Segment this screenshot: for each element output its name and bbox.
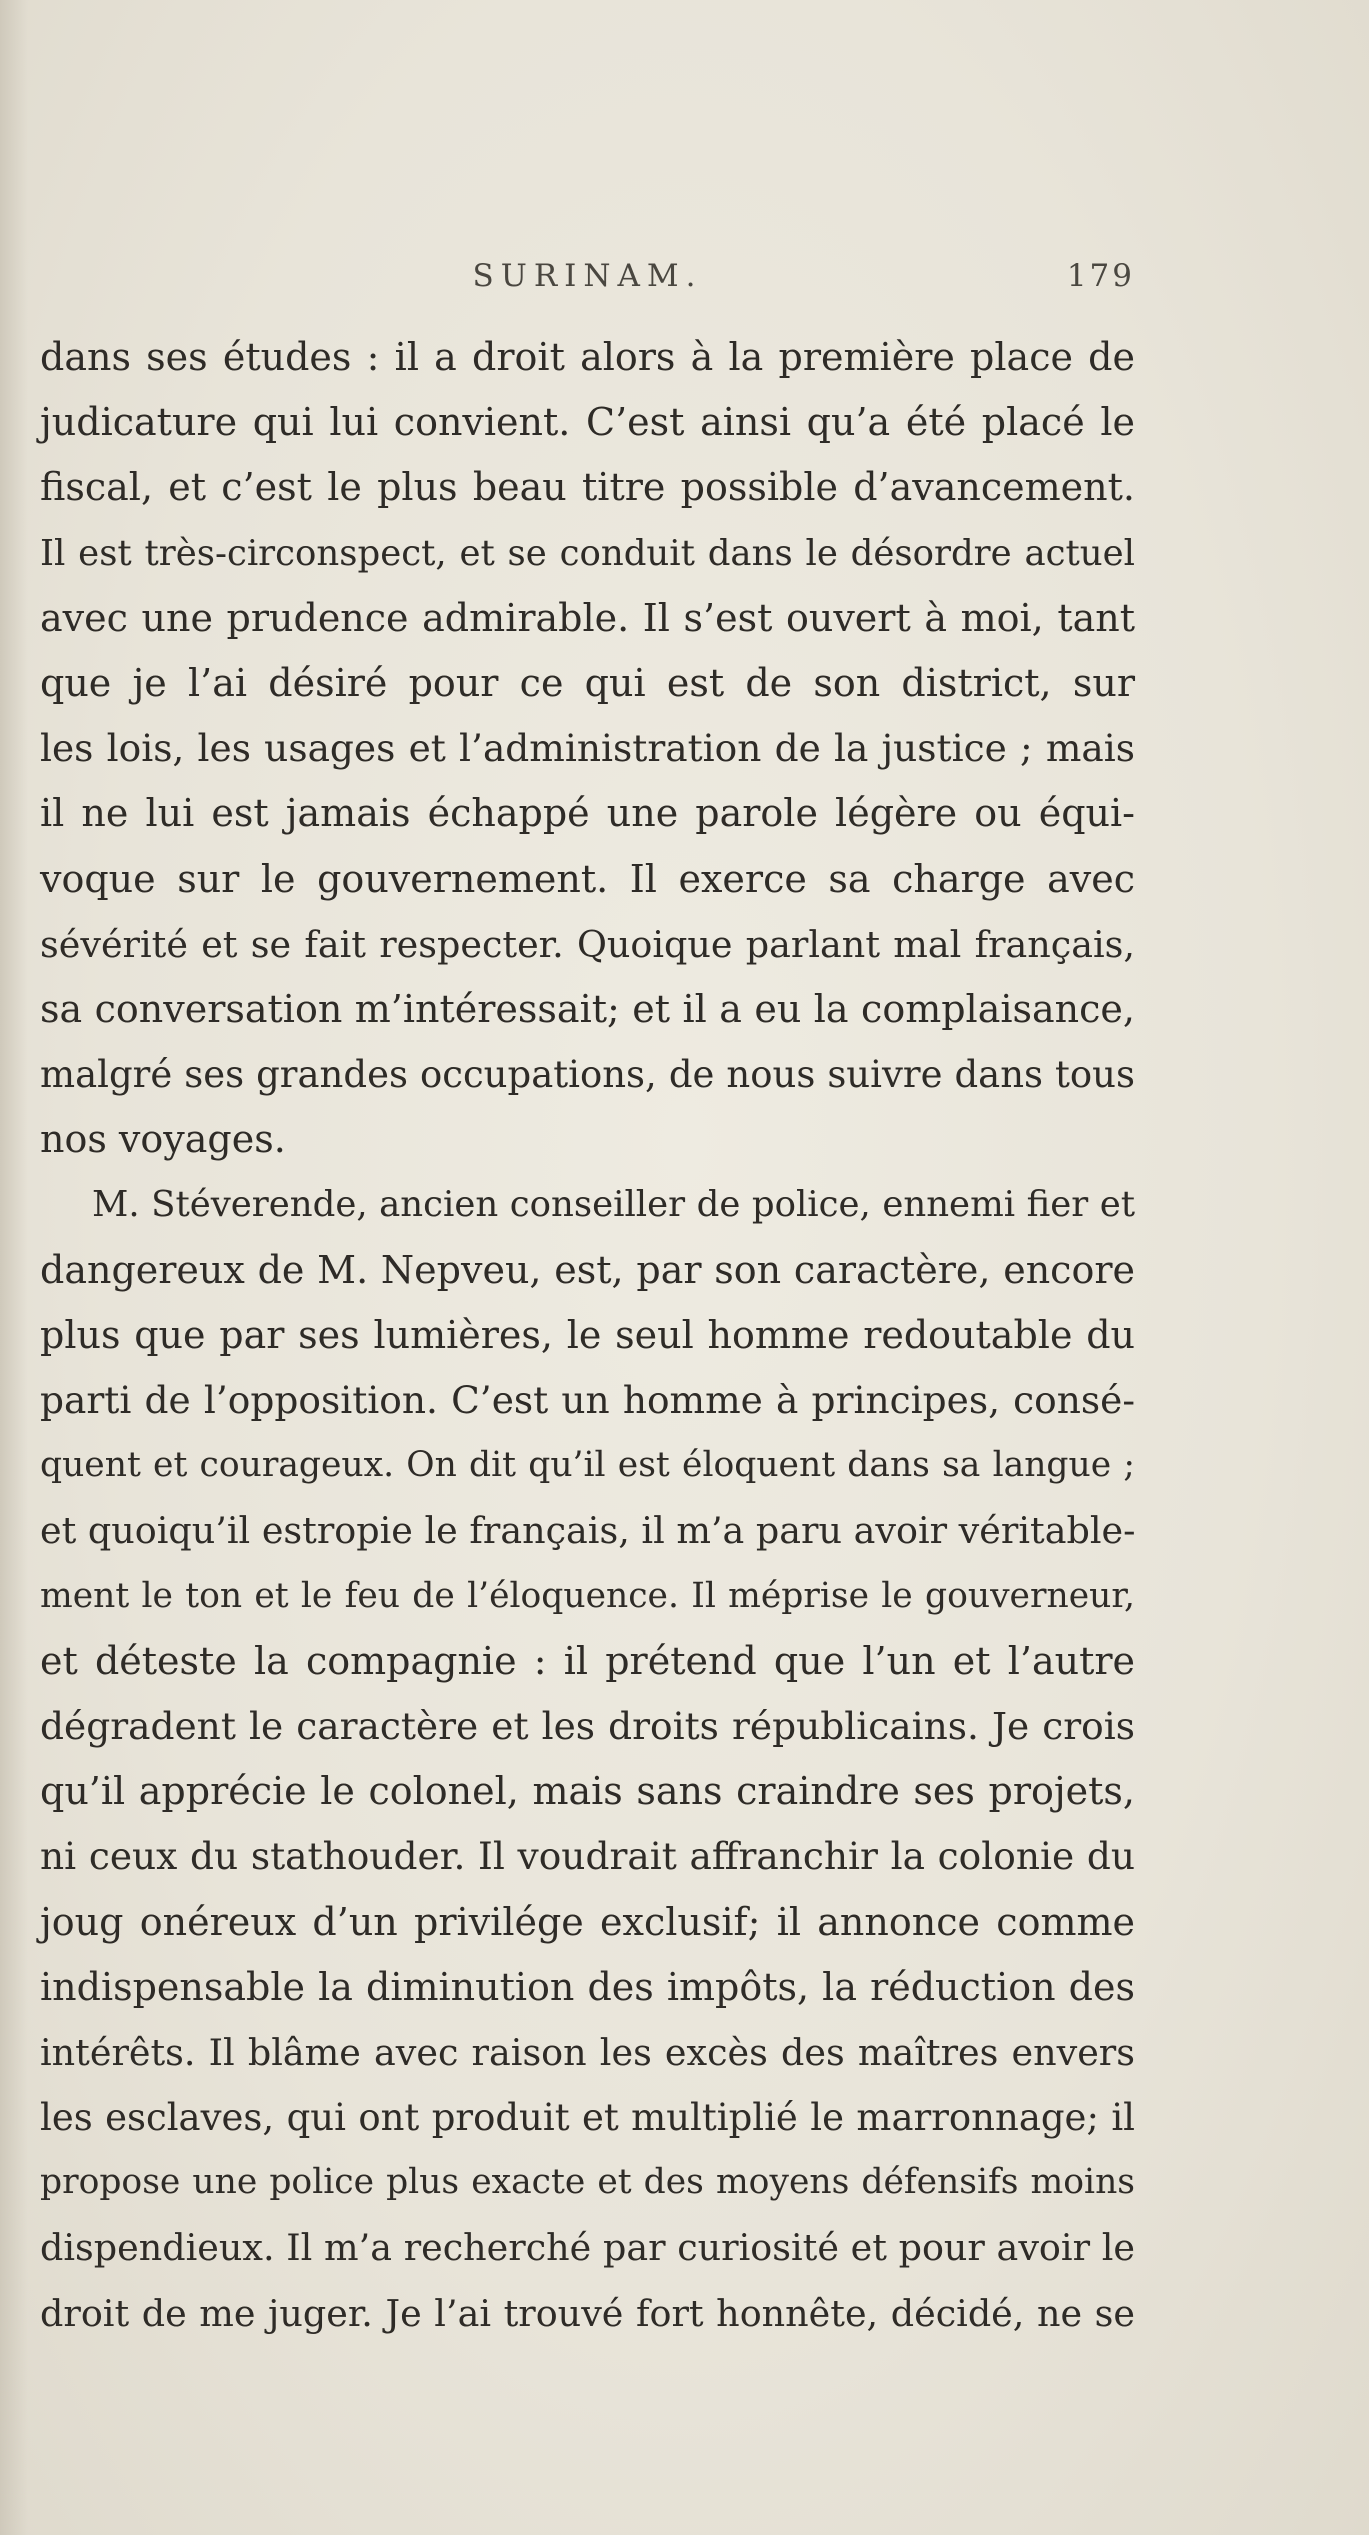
text-line: droit de me juger. Je l’ai trouvé fort honnête, décidé, ne se xyxy=(40,2291,1135,2335)
text-line: ni ceux du stathouder. Il voudrait affranchir la colonie du xyxy=(40,1834,1135,1879)
text-line: nos voyages. xyxy=(40,1117,286,1162)
body-text xyxy=(40,325,1135,2346)
text-line: M. Stéverende, ancien conseiller de police, ennemi fier et xyxy=(92,1184,1135,1226)
text-line: qu’il apprécie le colonel, mais sans craindre ses projets, xyxy=(40,1769,1135,1814)
page-header xyxy=(40,258,1135,308)
text-line: sévérité et se fait respecter. Quoique parlant mal français, xyxy=(40,922,1135,966)
text-line: dans ses études : il a droit alors à la première place de xyxy=(40,335,1135,379)
text-line: ment le ton et le feu de l’éloquence. Il méprise le gouverneur, xyxy=(40,1575,1135,1616)
text-line: fiscal, et c’est le plus beau titre possible d’avancement. xyxy=(40,465,1135,510)
text-line: intérêts. Il blâme avec raison les excès des maîtres envers xyxy=(40,2030,1135,2074)
running-title: SURINAM. xyxy=(472,258,703,294)
text-line: propose une police plus exacte et des moyens défensifs moins xyxy=(40,2162,1135,2203)
text-line: et déteste la compagnie : il prétend que l’un et l’autre xyxy=(40,1638,1135,1683)
text-line: les esclaves, qui ont produit et multiplié le marronnage; il xyxy=(40,2096,1135,2140)
text-line: sa conversation m’intéressait; et il a eu la complaisance, xyxy=(40,986,1135,1031)
text-line: que je l’ai désiré pour ce qui est de son district, sur xyxy=(40,660,1135,705)
text-line: indispensable la diminution des impôts, la réduction des xyxy=(40,1964,1135,2009)
text-line: avec une prudence admirable. Il s’est ouvert à moi, tant xyxy=(40,595,1135,640)
text-line: dangereux de M. Nepveu, est, par son caractère, encore xyxy=(40,1247,1135,1292)
text-line: voque sur le gouvernement. Il exerce sa charge avec xyxy=(40,856,1135,901)
text-line: parti de l’opposition. C’est un homme à principes, consé- xyxy=(40,1378,1135,1422)
text-line: il ne lui est jamais échappé une parole légère ou équi- xyxy=(40,791,1135,836)
text-line: et quoiqu’il estropie le français, il m’a paru avoir véritable- xyxy=(40,1509,1136,1553)
text-line: dégradent le caractère et les droits républicains. Je crois xyxy=(40,1703,1135,1748)
page-number: 179 xyxy=(1066,258,1135,294)
text-line: joug onéreux d’un privilége exclusif; il annonce comme xyxy=(40,1899,1135,1944)
text-line: malgré ses grandes occupations, de nous suivre dans tous xyxy=(40,1053,1135,1097)
text-line: les lois, les usages et l’administration de la justice ; mais xyxy=(40,726,1135,771)
text-line: Il est très-circonspect, et se conduit dans le désordre actuel xyxy=(40,532,1135,574)
spine-shadow xyxy=(0,0,28,2535)
text-line: judicature qui lui convient. C’est ainsi qu’a été placé le xyxy=(40,400,1135,445)
text-line: plus que par ses lumières, le seul homme redoutable du xyxy=(40,1312,1135,1357)
text-line: quent et courageux. On dit qu’il est éloquent dans sa langue ; xyxy=(40,1445,1135,1486)
text-line: dispendieux. Il m’a recherché par curiosité et pour avoir le xyxy=(40,2226,1135,2270)
